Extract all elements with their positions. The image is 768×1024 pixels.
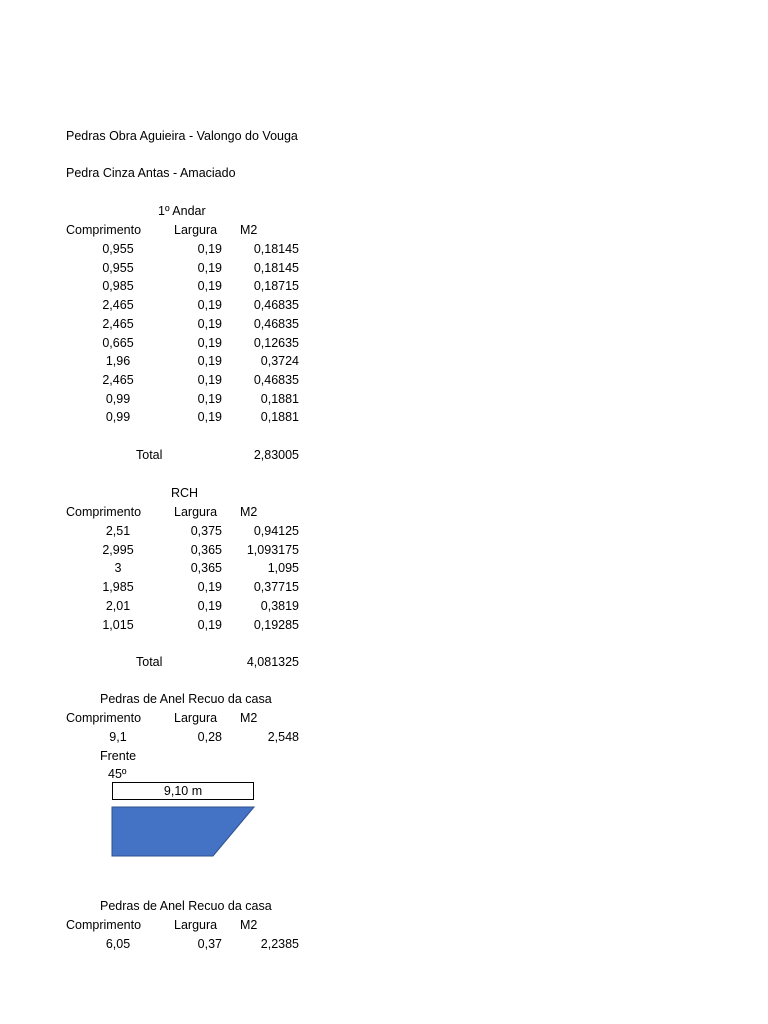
cell-m2: 0,1881 (260, 410, 299, 425)
cell-m2: 0,18715 (253, 279, 299, 294)
header-comprimento: Comprimento (66, 223, 142, 237)
cell-m2: 1,093175 (246, 542, 299, 557)
cell-comprimento: 6,05 (105, 937, 131, 951)
cell-largura: 0,28 (197, 730, 222, 744)
cell-m2: 0,18145 (253, 242, 299, 256)
cell-m2: 0,12635 (253, 335, 299, 350)
header-largura: Largura (174, 505, 218, 519)
section-1-andar-title: 1º Andar (158, 204, 206, 218)
cell-largura: 0,19 (197, 372, 222, 387)
cell-comprimento: 3 (114, 561, 122, 576)
cell-m2: 1,095 (267, 561, 299, 576)
header-comprimento: Comprimento (66, 505, 142, 519)
stone-trapezoid-shape (112, 807, 254, 856)
cell-m2: 0,1881 (260, 391, 299, 406)
cell-largura: 0,19 (197, 260, 222, 275)
header-m2: M2 (240, 223, 258, 237)
cell-largura: 0,19 (197, 298, 222, 313)
cell-largura: 0,19 (197, 316, 222, 331)
cell-comprimento: 0,99 (105, 410, 131, 425)
cell-comprimento: 2,995 (102, 542, 134, 557)
total-label: Total (136, 655, 163, 669)
total-value: 2,83005 (253, 448, 299, 462)
cell-m2: 2,2385 (260, 937, 299, 951)
header-m2: M2 (240, 918, 258, 932)
header-m2: M2 (240, 505, 258, 519)
cell-m2: 0,3819 (260, 598, 299, 613)
cell-largura: 0,19 (197, 354, 222, 369)
cell-largura: 0,365 (190, 542, 222, 557)
cell-m2: 0,3724 (260, 354, 299, 369)
cell-m2: 0,18145 (253, 260, 299, 275)
header-comprimento: Comprimento (66, 711, 142, 725)
cell-comprimento: 1,96 (105, 354, 131, 369)
cell-comprimento: 2,51 (105, 524, 131, 538)
cell-comprimento: 0,955 (102, 242, 134, 256)
cell-m2: 0,46835 (253, 298, 299, 313)
cell-largura: 0,19 (197, 410, 222, 425)
cell-comprimento: 2,01 (105, 598, 131, 613)
cell-comprimento: 2,465 (102, 316, 134, 331)
angle-label: 45º (108, 767, 127, 781)
header-m2: M2 (240, 711, 258, 725)
document-title: Pedras Obra Aguieira - Valongo do Vouga (66, 129, 298, 143)
cell-largura: 0,19 (197, 617, 222, 632)
cell-m2: 0,37715 (253, 580, 299, 595)
document-subtitle: Pedra Cinza Antas - Amaciado (66, 166, 236, 180)
section-rch-title: RCH (171, 486, 199, 500)
cell-comprimento: 1,015 (102, 617, 134, 632)
total-label: Total (136, 448, 163, 462)
section-anel-2-title: Pedras de Anel Recuo da casa (100, 899, 272, 913)
cell-largura: 0,19 (197, 335, 222, 350)
header-largura: Largura (174, 223, 218, 237)
header-largura: Largura (174, 711, 218, 725)
cell-m2: 0,94125 (253, 524, 299, 538)
header-largura: Largura (174, 918, 218, 932)
cell-largura: 0,19 (197, 580, 222, 595)
total-value: 4,081325 (246, 655, 299, 669)
cell-largura: 0,365 (190, 561, 222, 576)
cell-m2: 2,548 (267, 730, 299, 744)
section-anel-1-title: Pedras de Anel Recuo da casa (100, 692, 272, 706)
cell-comprimento: 1,985 (102, 580, 134, 595)
cell-m2: 0,46835 (253, 316, 299, 331)
dimension-box: 9,10 m (112, 782, 254, 800)
cell-comprimento: 2,465 (102, 298, 134, 313)
cell-comprimento: 0,99 (105, 391, 131, 406)
cell-m2: 0,19285 (253, 617, 299, 632)
cell-largura: 0,19 (197, 598, 222, 613)
cell-largura: 0,19 (197, 391, 222, 406)
cell-comprimento: 2,465 (102, 372, 134, 387)
cell-comprimento: 9,1 (109, 730, 127, 744)
cell-comprimento: 0,955 (102, 260, 134, 275)
cell-largura: 0,37 (197, 937, 222, 951)
cell-largura: 0,375 (190, 524, 222, 538)
cell-largura: 0,19 (197, 279, 222, 294)
frente-label: Frente (100, 749, 137, 763)
cell-comprimento: 0,985 (102, 279, 134, 294)
cell-m2: 0,46835 (253, 372, 299, 387)
header-comprimento: Comprimento (66, 918, 142, 932)
cell-comprimento: 0,665 (102, 335, 134, 350)
cell-largura: 0,19 (197, 242, 222, 256)
